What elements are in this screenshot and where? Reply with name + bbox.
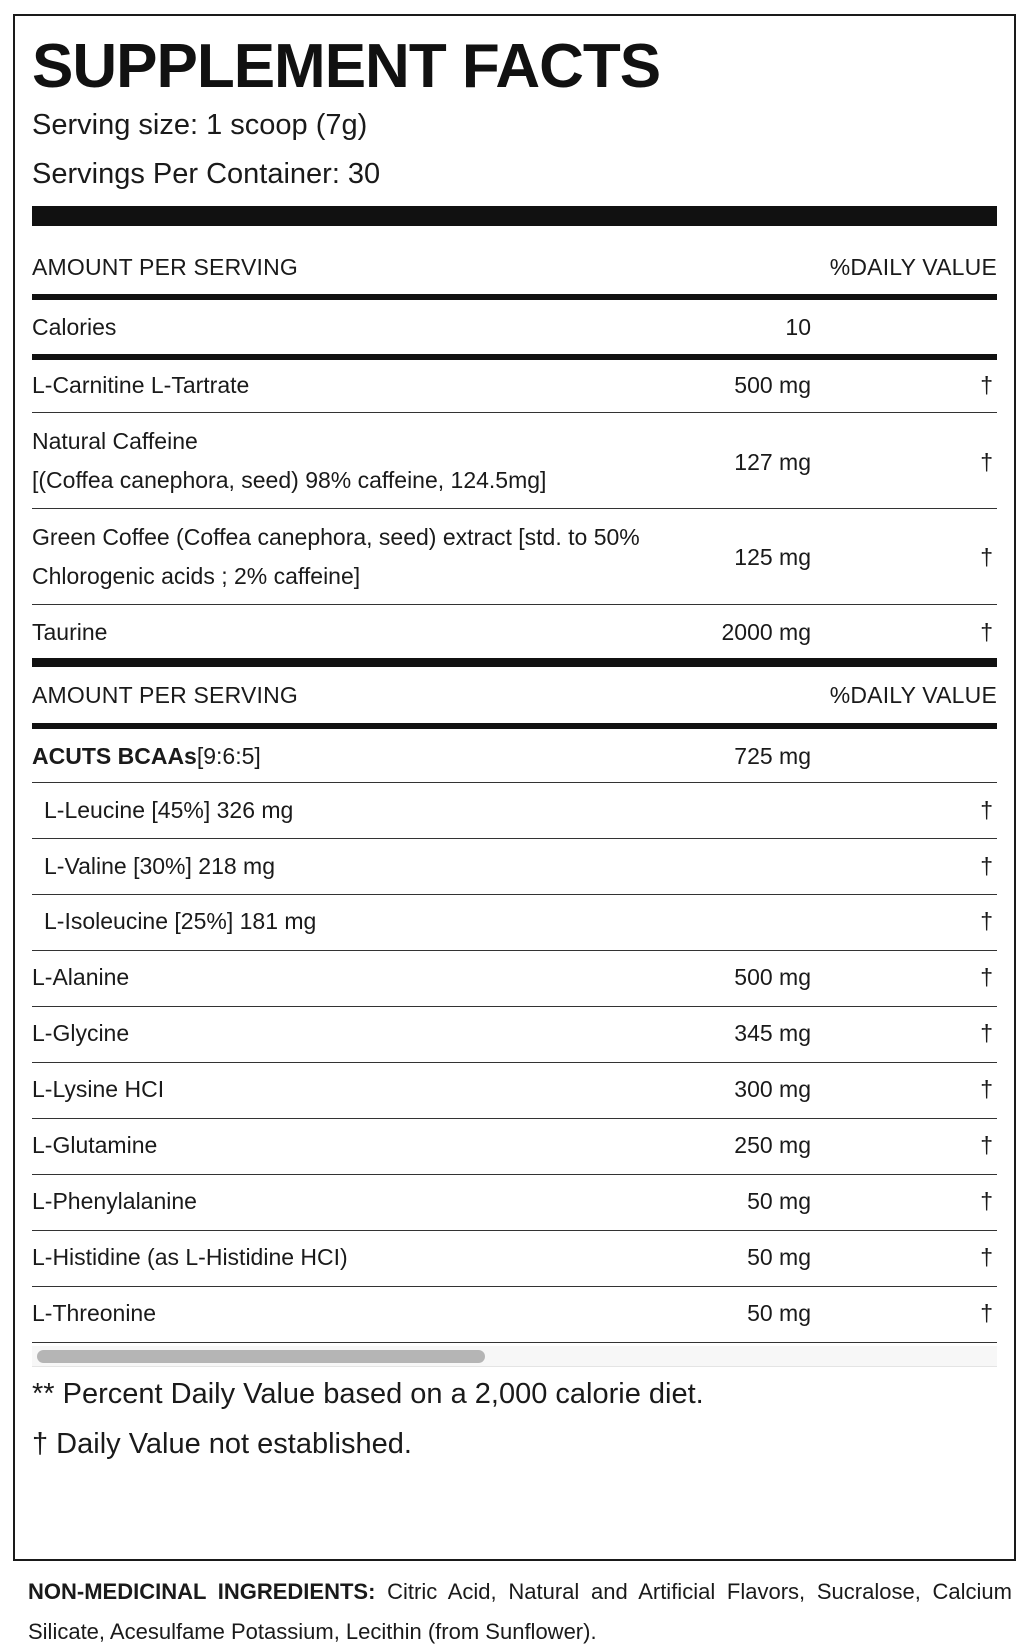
dagger-mark: † [980, 544, 993, 570]
nutrient-name: Taurine [32, 619, 108, 645]
table-row [32, 1287, 997, 1343]
non-medicinal-label: NON-MEDICINAL INGREDIENTS: [28, 1579, 376, 1604]
dagger-mark: † [980, 1300, 993, 1326]
table-row [32, 783, 997, 839]
table-row-bcaas [32, 735, 997, 783]
table-row [32, 1175, 997, 1231]
table-row [32, 510, 997, 605]
nutrient-amount: 50 mg [747, 1188, 811, 1214]
table-row [32, 1231, 997, 1287]
non-medicinal-list: Citric Acid, Natural and Artificial Flavors, Sucralose, Calcium Silicate, Acesulfame Potassium, Lecithin (from Sunflower). [28, 1579, 1012, 1644]
table-row-calories [32, 306, 997, 360]
nutrient-amount: 127 mg [734, 449, 811, 475]
dagger-mark: † [980, 853, 993, 879]
table-row [32, 364, 997, 413]
column-header-row [32, 246, 997, 300]
nutrient-name: L-Phenylalanine [32, 1188, 197, 1214]
nutrient-amount: 725 mg [734, 743, 811, 769]
scrollbar-thumb[interactable] [37, 1350, 485, 1363]
nutrient-name: L-Carnitine L-Tartrate [32, 372, 250, 398]
panel-title: SUPPLEMENT FACTS [32, 32, 661, 101]
nutrient-name: L-Glutamine [32, 1132, 158, 1158]
dagger-mark: † [980, 1020, 993, 1046]
dagger-mark: † [980, 908, 993, 934]
bcaa-brand-name: ACUTS BCAAs [32, 743, 197, 769]
daily-value-header: %DAILY VALUE [829, 682, 997, 708]
dagger-mark: † [980, 797, 993, 823]
nutrient-subtext: [(Coffea canephora, seed) 98% caffeine, 124.5mg] [32, 467, 547, 493]
daily-value-header: %DAILY VALUE [829, 254, 997, 280]
nutrient-amount: 500 mg [734, 964, 811, 990]
table-row [32, 611, 997, 659]
nutrient-name: L-Valine [30%] 218 mg [44, 853, 275, 879]
amount-per-serving-header: AMOUNT PER SERVING [32, 682, 299, 708]
nutrient-name: L-Alanine [32, 964, 130, 990]
dagger-mark: † [980, 1076, 993, 1102]
footnote-daily-value-not-established: † Daily Value not established. [32, 1428, 412, 1460]
nutrient-name: L-Lysine HCI [32, 1076, 165, 1102]
nutrient-amount: 345 mg [734, 1020, 811, 1046]
servings-per-container: Servings Per Container: 30 [32, 158, 381, 190]
nutrient-name: Green Coffee (Coffea canephora, seed) extract [std. to 50% [32, 524, 640, 550]
nutrient-subtext: Chlorogenic acids ; 2% caffeine] [32, 563, 361, 589]
nutrient-name: L-Threonine [32, 1300, 157, 1326]
nutrient-name: L-Leucine [45%] 326 mg [44, 797, 294, 823]
table-row [32, 839, 997, 895]
column-header-row [32, 674, 997, 729]
bcaa-ratio: [9:6:5] [196, 743, 261, 769]
dagger-mark: † [980, 619, 993, 645]
dagger-mark: † [980, 1132, 993, 1158]
non-medicinal-ingredients [28, 1572, 1012, 1652]
table-row [32, 1063, 997, 1119]
nutrient-amount: 250 mg [734, 1132, 811, 1158]
nutrient-amount: 300 mg [734, 1076, 811, 1102]
dagger-mark: † [980, 372, 993, 398]
dagger-mark: † [980, 1188, 993, 1214]
nutrient-amount: 10 [785, 314, 811, 340]
dagger-mark: † [980, 449, 993, 475]
nutrient-amount: 50 mg [747, 1300, 811, 1326]
table-row [32, 895, 997, 951]
nutrient-name [32, 735, 261, 777]
table-row [32, 414, 997, 509]
thick-divider [32, 206, 997, 226]
horizontal-scrollbar[interactable] [32, 1346, 997, 1367]
table-row [32, 1007, 997, 1063]
nutrient-amount: 50 mg [747, 1244, 811, 1270]
nutrient-name: Calories [32, 314, 117, 340]
nutrient-name: L-Isoleucine [25%] 181 mg [44, 908, 317, 934]
thick-divider [32, 658, 997, 667]
amount-per-serving-header: AMOUNT PER SERVING [32, 254, 299, 280]
serving-size: Serving size: 1 scoop (7g) [32, 109, 368, 141]
nutrient-amount: 500 mg [734, 372, 811, 398]
supplement-facts-panel [13, 14, 1016, 1561]
nutrient-amount: 125 mg [734, 544, 811, 570]
dagger-mark: † [980, 964, 993, 990]
table-row [32, 951, 997, 1007]
nutrient-name: L-Glycine [32, 1020, 130, 1046]
table-row [32, 1119, 997, 1175]
nutrient-name: L-Histidine (as L-Histidine HCI) [32, 1244, 348, 1270]
nutrient-amount: 2000 mg [721, 619, 811, 645]
nutrient-name: Natural Caffeine [32, 428, 198, 454]
footnote-percent-daily-value: ** Percent Daily Value based on a 2,000 calorie diet. [32, 1378, 704, 1410]
dagger-mark: † [980, 1244, 993, 1270]
